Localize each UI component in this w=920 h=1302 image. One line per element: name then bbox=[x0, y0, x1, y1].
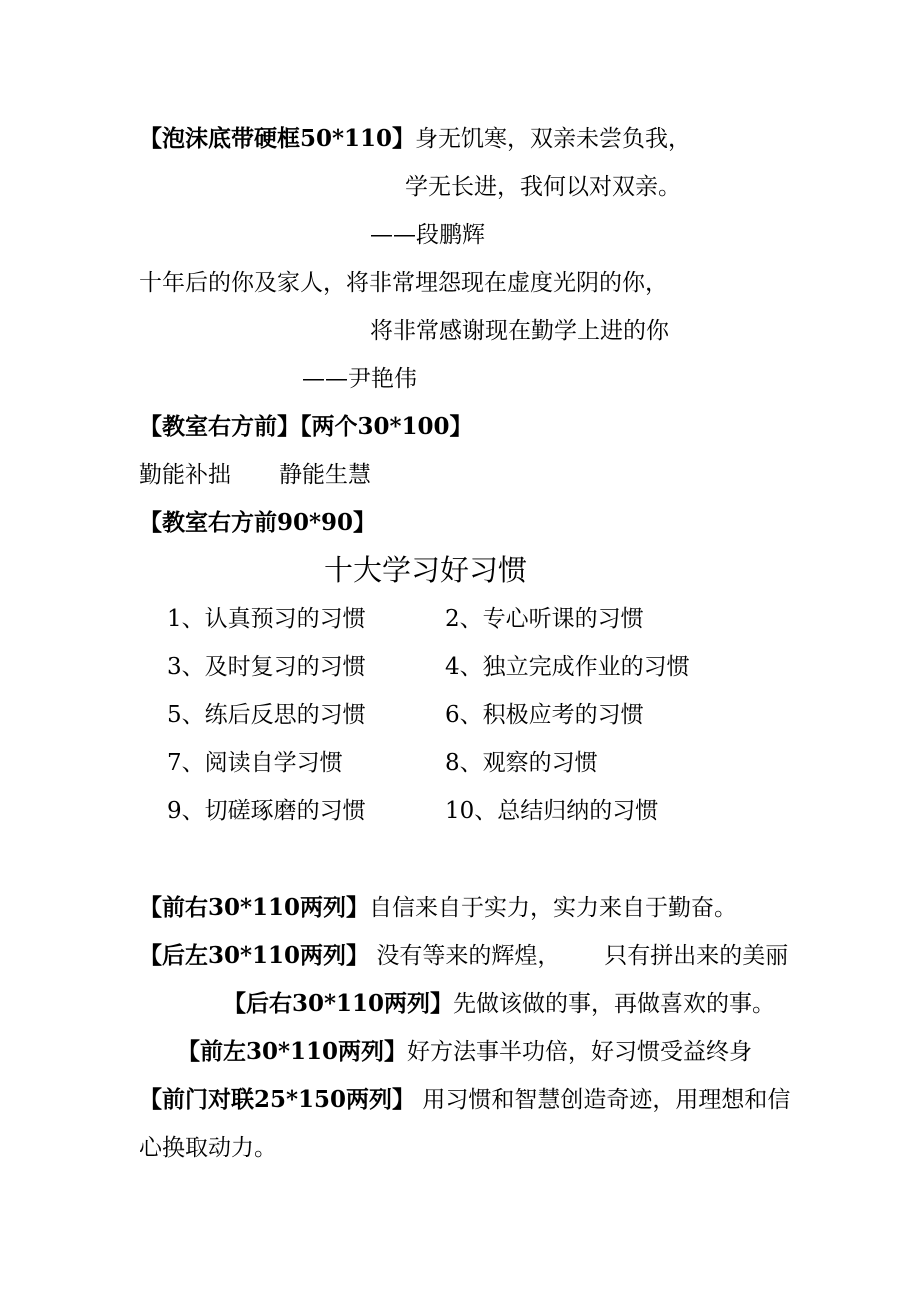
habit-item: 4、独立完成作业的习惯 bbox=[445, 654, 690, 680]
quote1-line2: 学无长进，我何以对双亲。 bbox=[405, 174, 681, 200]
habit-item: 7、阅读自学习惯 bbox=[167, 750, 343, 776]
banner-text: 先做该做的事，再做喜欢的事。 bbox=[453, 991, 776, 1017]
habit-item: 10、总结归纳的习惯 bbox=[445, 798, 659, 824]
banner-label: 【前左30*110两列】 bbox=[177, 1038, 408, 1065]
section1-left: 勤能补拙 bbox=[139, 462, 231, 488]
banner-line bbox=[139, 893, 737, 923]
section1-label: 【教室右方前】【两个30*100】 bbox=[139, 413, 473, 440]
quote2-line1: 十年后的你及家人，将非常埋怨现在虚度光阴的你， bbox=[139, 270, 668, 296]
last-line: 心换取动力。 bbox=[139, 1135, 277, 1161]
habit-item: 9、切磋琢磨的习惯 bbox=[167, 798, 366, 824]
banner-line bbox=[223, 989, 775, 1019]
banner-line bbox=[139, 941, 788, 971]
banner-text: 好方法事半功倍，好习惯受益终身 bbox=[407, 1039, 753, 1065]
banner-label: 【后右30*110两列】 bbox=[223, 990, 454, 1017]
quote1-text: 身无饥寒，双亲未尝负我， bbox=[415, 126, 692, 152]
banner-label: 【前右30*110两列】 bbox=[139, 894, 370, 921]
banner-text: 没有等来的辉煌， 只有拼出来的美丽 bbox=[369, 943, 789, 969]
quote1-line1 bbox=[139, 124, 691, 154]
habit-item: 1、认真预习的习惯 bbox=[167, 606, 366, 632]
habits-title: 十大学习好习惯 bbox=[324, 553, 528, 587]
banner-label: 【后左30*110两列】 bbox=[139, 942, 370, 969]
quote2-line2: 将非常感谢现在勤学上进的你 bbox=[370, 318, 669, 344]
banner-label: 【前门对联25*150两列】 bbox=[139, 1086, 416, 1113]
habit-item: 5、练后反思的习惯 bbox=[167, 702, 366, 728]
banner-line bbox=[177, 1037, 752, 1067]
banner-line bbox=[139, 1085, 790, 1115]
habit-item: 2、专心听课的习惯 bbox=[445, 606, 644, 632]
quote2-author: ——尹艳伟 bbox=[302, 366, 417, 392]
quote1-author: ——段鹏辉 bbox=[370, 222, 485, 248]
banner-text: 自信来自于实力，实力来自于勤奋。 bbox=[369, 895, 738, 921]
section2-label: 【教室右方前90*90】 bbox=[139, 509, 377, 536]
banner-text: 用习惯和智慧创造奇迹，用理想和信 bbox=[415, 1087, 791, 1113]
section1-right: 静能生慧 bbox=[279, 462, 371, 488]
habit-item: 6、积极应考的习惯 bbox=[445, 702, 644, 728]
habit-item: 8、观察的习惯 bbox=[445, 750, 598, 776]
habit-item: 3、及时复习的习惯 bbox=[167, 654, 366, 680]
quote1-label: 【泡沫底带硬框50*110】 bbox=[139, 125, 416, 152]
